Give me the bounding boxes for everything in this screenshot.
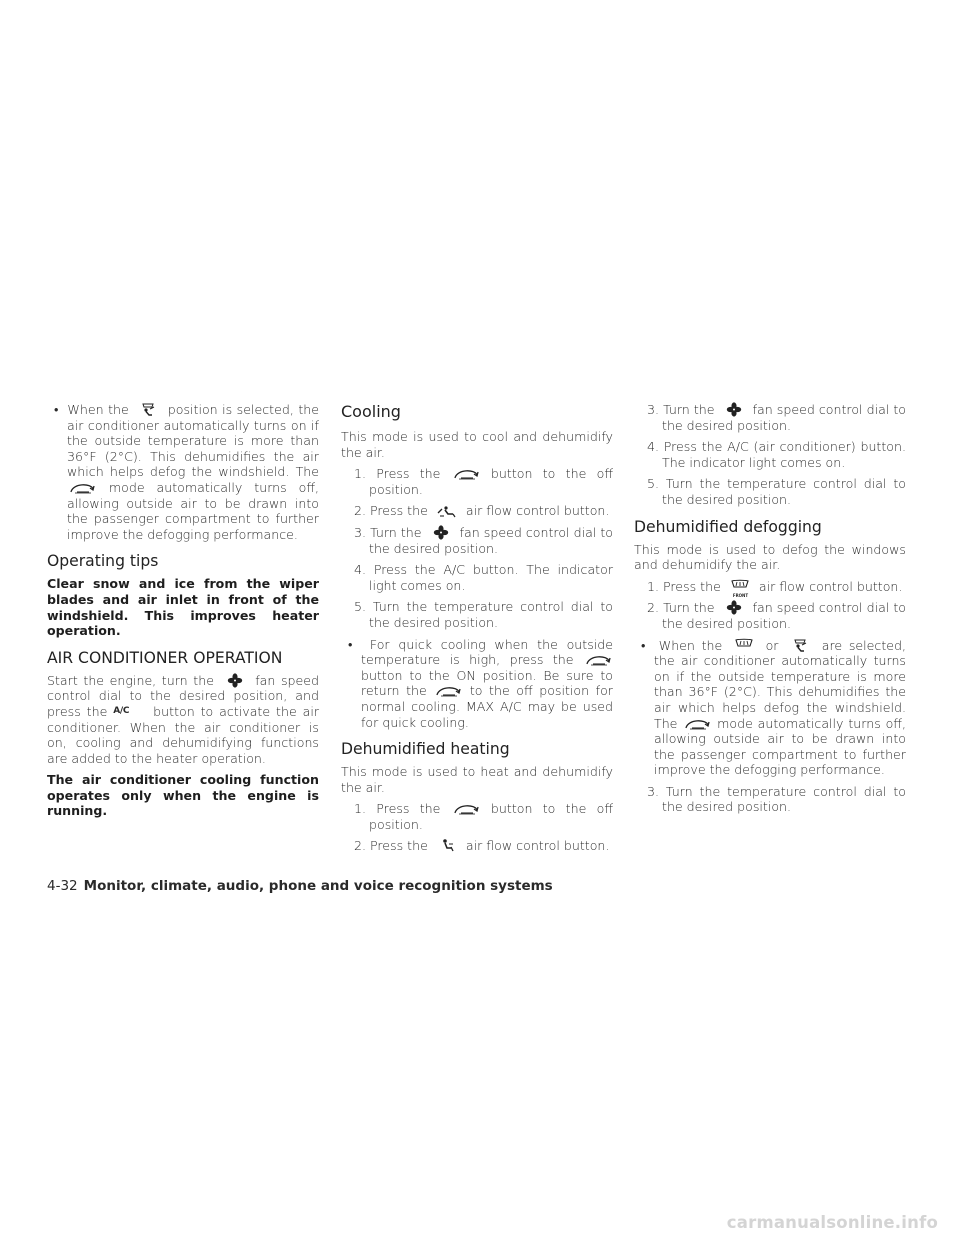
ac-note: The air conditioner cooling function operates only when the engine is running. — [47, 772, 319, 819]
section-heading-cooling: Cooling — [341, 402, 401, 421]
list-item: 5. Turn the temperature control dial to the desired position. — [647, 476, 906, 507]
air-recirculation-icon — [67, 480, 97, 494]
bi-level-mode-icon — [432, 503, 462, 517]
ac-paragraph: Start the engine, turn the fan speed control dial to the desired position, and press the A/C button to activate the air conditioner. When the air conditioner is on, cooling and dehumidifying functions are added to the heater operation. — [47, 672, 319, 766]
fan-icon — [220, 673, 250, 687]
section-heading-dehumidified-heating: Dehumidified heating — [341, 740, 510, 759]
fan-icon — [719, 402, 749, 416]
fan-icon — [426, 525, 456, 539]
section-heading-operating-tips: Operating tips — [47, 552, 159, 571]
list-item: • When the position is selected, the air conditioner automatically turns on if the outside temperature is more than 36°F (2°C). This dehumidifies the air which helps defog the windshield. The mode automatically turns off, allowing outside air to be drawn into the passenger compartment to further improve the defogging performance. — [54, 402, 319, 542]
list-item: 2. Press the air flow control button. — [354, 838, 610, 854]
list-item: 3. Turn the fan speed control dial to the desired position. — [647, 402, 906, 433]
front-label: FRONT — [732, 592, 749, 598]
page-footer — [47, 878, 553, 894]
list-item: • When the or are selected, the air conditioner automatically turns on if the outside temperature is more than 36°F (2°C). This dehumidifies the air which helps defog the windshield. The mode automatically turns off, allowing outside air to be drawn into the passenger compartment to further improve the defogging performance. — [641, 637, 906, 778]
section-heading-ac-operation: AIR CONDITIONER OPERATION — [47, 648, 283, 667]
bullet: • — [641, 637, 646, 653]
list-item: 5. Turn the temperature control dial to the desired position. — [354, 599, 613, 630]
bullet: • — [54, 402, 59, 417]
section-heading-dehumidified-defogging: Dehumidified defogging — [634, 517, 822, 536]
page-number: 4-32 — [47, 878, 78, 894]
list-item: 1. Press the FRONT air flow control button. — [634, 579, 906, 595]
list-item: 1. Press the button to the off position. — [354, 801, 613, 832]
air-recirculation-icon — [451, 466, 481, 480]
foot-defrost-mode-icon — [133, 402, 163, 416]
foot-defrost-mode-icon — [785, 638, 815, 652]
list-item: 4. Press the A/C button. The indicator light comes on. — [354, 562, 613, 593]
column-1 — [47, 402, 319, 819]
ac-button-label: A/C — [113, 705, 130, 716]
list-item: 1. Press the button to the off position. — [354, 466, 613, 497]
heating-intro: This mode is used to heat and dehumidify the air. — [341, 764, 613, 795]
air-recirculation-icon — [433, 683, 463, 697]
column-3 — [634, 402, 906, 815]
air-recirculation-icon — [451, 801, 481, 815]
tips-text: Clear snow and ice from the wiper blades and air inlet in front of the windshield. This improves heater operation. — [47, 576, 319, 639]
list-item: 3. Turn the fan speed control dial to the desired position. — [354, 524, 613, 556]
column-2 — [341, 402, 613, 854]
list-item: 3. Turn the temperature control dial to the desired position. — [647, 783, 906, 815]
air-recirculation-icon — [682, 716, 712, 730]
list-item: 4. Press the A/C (air conditioner) button. The indicator light comes on. — [647, 439, 906, 470]
watermark: carmanualsonline.info — [726, 1213, 938, 1232]
list-item: 2. Press the air flow control button. — [354, 503, 610, 519]
list-item: • For quick cooling when the outside temperature is high, press the button to the ON position. Be sure to return the to the off position for normal cooling. MAX A/C may be used for quick cooling. — [348, 636, 613, 730]
bullet: • — [348, 636, 353, 652]
front-defrost-icon — [729, 638, 759, 652]
foot-mode-icon — [432, 838, 462, 852]
list-item: 2. Turn the fan speed control dial to the desired position. — [647, 600, 906, 631]
air-recirculation-icon — [583, 652, 613, 666]
cooling-intro: This mode is used to cool and dehumidify the air. — [341, 429, 613, 460]
chapter-title: Monitor, climate, audio, phone and voice recognition systems — [83, 878, 553, 894]
defogging-intro: This mode is used to defog the windows and dehumidify the air. — [634, 541, 906, 573]
front-defrost-icon — [725, 579, 755, 598]
